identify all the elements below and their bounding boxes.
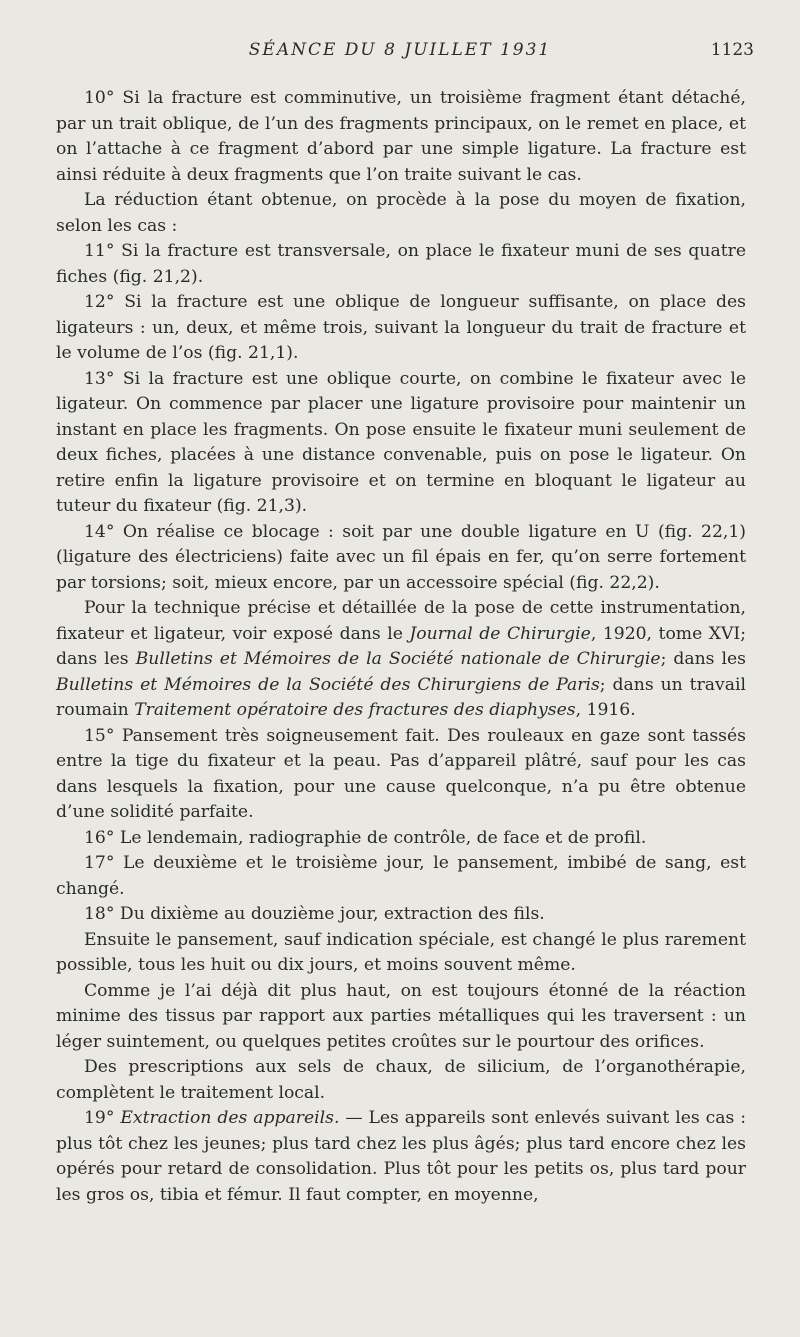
journal-title: Journal de Chirurgie (409, 623, 591, 644)
paragraph-pansement: Ensuite le pansement, sauf indication spéciale, est changé le plus rarement possible, tous les huit ou dix jours, et moins souvent même. (56, 929, 746, 975)
paragraph-19: 19° Extraction des appareils. — Les appareils sont enlevés suivant les cas : plus tôt chez les jeunes; plus tard chez les plus âgés; plus tard encore chez les opérés pour retard de consolidation. Plus tôt pour les petits os, plus tard pour les gros os, tibia et fémur. Il faut compter, en moyenne, (56, 1108, 746, 1205)
paragraph-10: 10° Si la fracture est comminutive, un troisième fragment étant détaché, par un trait oblique, de l’un des fragments principaux, on le remet en place, et on l’attache à ce fragment d’abord par une simple ligature. La fracture est ainsi réduite à deux fragments que l’on traite suivant le cas. (56, 88, 746, 185)
work-title: Traitement opératoire des fractures des diaphyses (134, 700, 576, 720)
paragraph-11: 11° Si la fracture est transversale, on place le fixateur muni de ses quatre fiches (fig. 21,2). (56, 241, 746, 287)
body-text (56, 86, 746, 1208)
paragraph-reduction: La réduction étant obtenue, on procède à la pose du moyen de fixation, selon les cas : (56, 190, 746, 236)
paragraph-18: 18° Du dixième au douzième jour, extraction des fils. (84, 904, 545, 924)
bulletin-title: Bulletins et Mémoires de la Société nationale de Chirurgie (135, 649, 661, 669)
paragraph-17: 17° Le deuxième et le troisième jour, le pansement, imbibé de sang, est changé. (56, 853, 746, 899)
page-header (0, 40, 800, 66)
paragraph-13: 13° Si la fracture est une oblique courte, on combine le fixateur avec le ligateur. On commence par placer une ligature provisoire pour maintenir un instant en place les fragments. On pose ensuite le fixateur muni seulement de deux fiches, placées à une distance convenable, puis on pose le ligateur. On retire enfin la ligature provisoire et on termine en bloquant le ligateur au tuteur du fixateur (fig. 21,3). (56, 368, 746, 516)
section-heading: Extraction des appareils. (120, 1108, 340, 1128)
paragraph-15: 15° Pansement très soigneusement fait. Des rouleaux en gaze sont tassés entre la tige du fixateur et la peau. Pas d’appareil plâtré, sauf pour les cas dans lesquels la fixation, pour une cause quelconque, n’a pu être obtenue d’une solidité parfaite. (56, 725, 746, 822)
page-number: 1123 (710, 40, 754, 60)
paragraph-prescriptions: Des prescriptions aux sels de chaux, de silicium, de l’organothérapie, complètent le traitement local. (56, 1057, 746, 1103)
paragraph-reaction: Comme je l’ai déjà dit plus haut, on est toujours étonné de la réaction minime des tissus par rapport aux parties métalliques qui les traversent : un léger suintement, ou quelques petites croûtes sur le pourtour des orifices. (56, 980, 746, 1052)
paragraph-16: 16° Le lendemain, radiographie de contrôle, de face et de profil. (84, 827, 647, 848)
paragraph-14: 14° On réalise ce blocage : soit par une double ligature en U (fig. 22,1) (ligature des électriciens) faite avec un fil épais en fer, qu’on serre fortement par torsions; soit, mieux encore, par un accessoire spécial (fig. 22,2). (56, 521, 746, 593)
bulletin-title: Bulletins et Mémoires de la Société des Chirurgiens de Paris (56, 674, 600, 695)
paragraph-12: 12° Si la fracture est une oblique de longueur suffisante, on place des ligateurs : un, deux, et même trois, suivant la longueur du trait de fracture et le volume de l’os (fig. 21,1). (56, 292, 746, 363)
running-title: SÉANCE DU 8 JUILLET 1931 (248, 40, 552, 60)
paragraph-references: Pour la technique précise et détaillée de la pose de cette instrumentation, fixateur et ligateur, voir exposé dans le Journal de Chirurgie, 1920, tome XVI; dans les Bulletins et Mémoires de la Société nationale de Chirurgie; dans les Bulletins et Mémoires de la Société des Chirurgiens de Paris; dans un travail roumain Traitement opératoire des fractures des diaphyses, 1916. (56, 598, 747, 720)
